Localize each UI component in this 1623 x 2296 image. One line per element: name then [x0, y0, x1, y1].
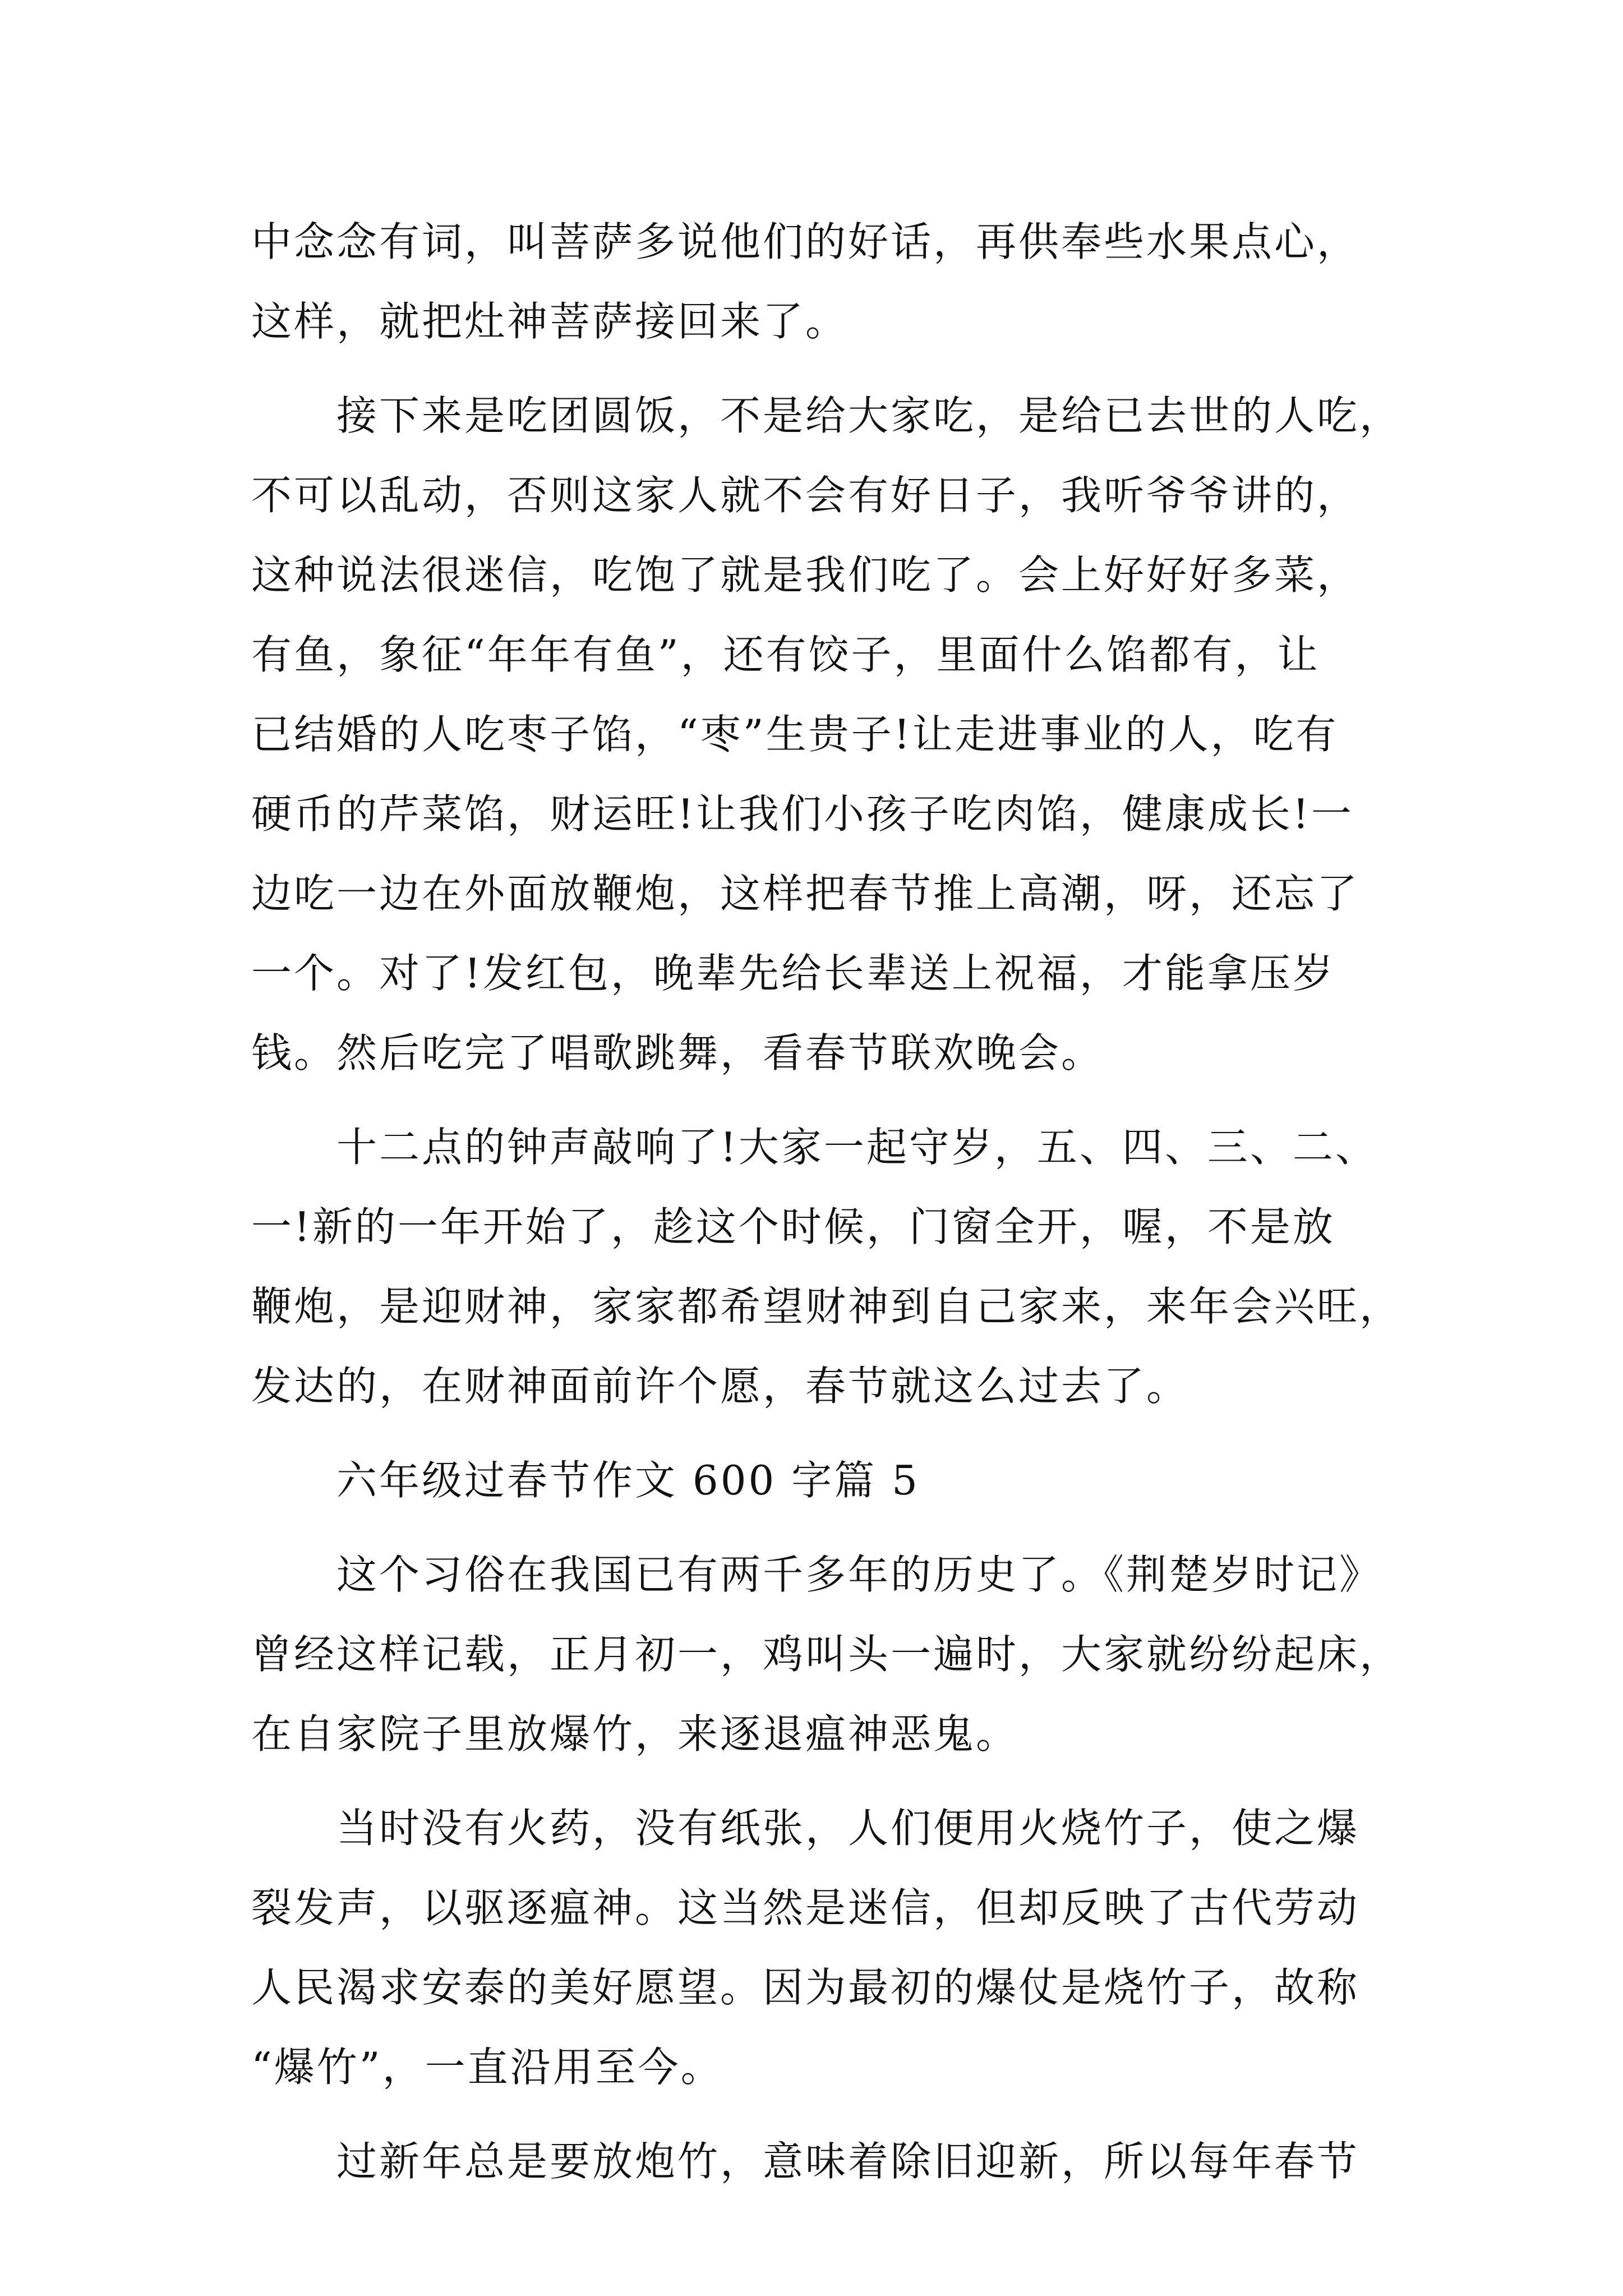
text-line: 裂发声，以驱逐瘟神。这当然是迷信，但却反映了古代劳动	[251, 1884, 1360, 1931]
text-line: 一个。对了!发红包，晚辈先给长辈送上祝福，才能拿压岁	[251, 950, 1335, 997]
text-line: 接下来是吃团圆饭，不是给大家吃，是给已去世的人吃，	[336, 392, 1403, 439]
text-line: 已结婚的人吃枣子馅，“枣”生贵子!让走进事业的人，吃有	[251, 711, 1339, 758]
text-line: 有鱼，象征“年年有鱼”，还有饺子，里面什么馅都有，让	[251, 631, 1320, 678]
text-line: 发达的，在财神面前许个愿，春节就这么过去了。	[251, 1363, 1189, 1410]
text-line: 人民渴求安泰的美好愿望。因为最初的爆仗是烧竹子，故称	[251, 1964, 1360, 2011]
text-line: 六年级过春节作文 600 字篇 5	[336, 1457, 920, 1504]
document-body	[251, 202, 1403, 2201]
text-line: 钱。然后吃完了唱歌跳舞，看春节联欢晚会。	[251, 1029, 1104, 1076]
text-line: 这种说法很迷信，吃饱了就是我们吃了。会上好好好多菜，	[251, 551, 1360, 599]
text-line: 这个习俗在我国已有两千多年的历史了。《荆楚岁时记》	[336, 1551, 1382, 1598]
text-line: 一!新的一年开始了，趁这个时候，门窗全开，喔，不是放	[251, 1203, 1335, 1250]
text-line: 中念念有词，叫菩萨多说他们的好话，再供奉些水果点心，	[251, 218, 1360, 265]
text-line: 曾经这样记载，正月初一，鸡叫头一遍时，大家就纷纷起床，	[251, 1631, 1403, 1678]
text-line: 过新年总是要放炮竹，意味着除旧迎新，所以每年春节	[336, 2138, 1360, 2185]
text-line: “爆竹”，一直沿用至今。	[251, 2044, 723, 2091]
text-line: 在自家院子里放爆竹，来逐退瘟神恶鬼。	[251, 1710, 1019, 1757]
text-line: 十二点的钟声敲响了!大家一起守岁，五、四、三、二、	[336, 1124, 1378, 1171]
text-line: 不可以乱动，否则这家人就不会有好日子，我听爷爷讲的，	[251, 472, 1360, 519]
text-line: 边吃一边在外面放鞭炮，这样把春节推上高潮，呀，还忘了	[251, 870, 1360, 917]
text-line: 当时没有火药，没有纸张，人们便用火烧竹子，使之爆	[336, 1805, 1360, 1852]
text-line: 硬币的芹菜馅，财运旺!让我们小孩子吃肉馅，健康成长!一	[251, 790, 1354, 838]
text-line: 鞭炮，是迎财神，家家都希望财神到自己家来，来年会兴旺，	[251, 1283, 1403, 1330]
text-line: 这样，就把灶神菩萨接回来了。	[251, 298, 849, 345]
